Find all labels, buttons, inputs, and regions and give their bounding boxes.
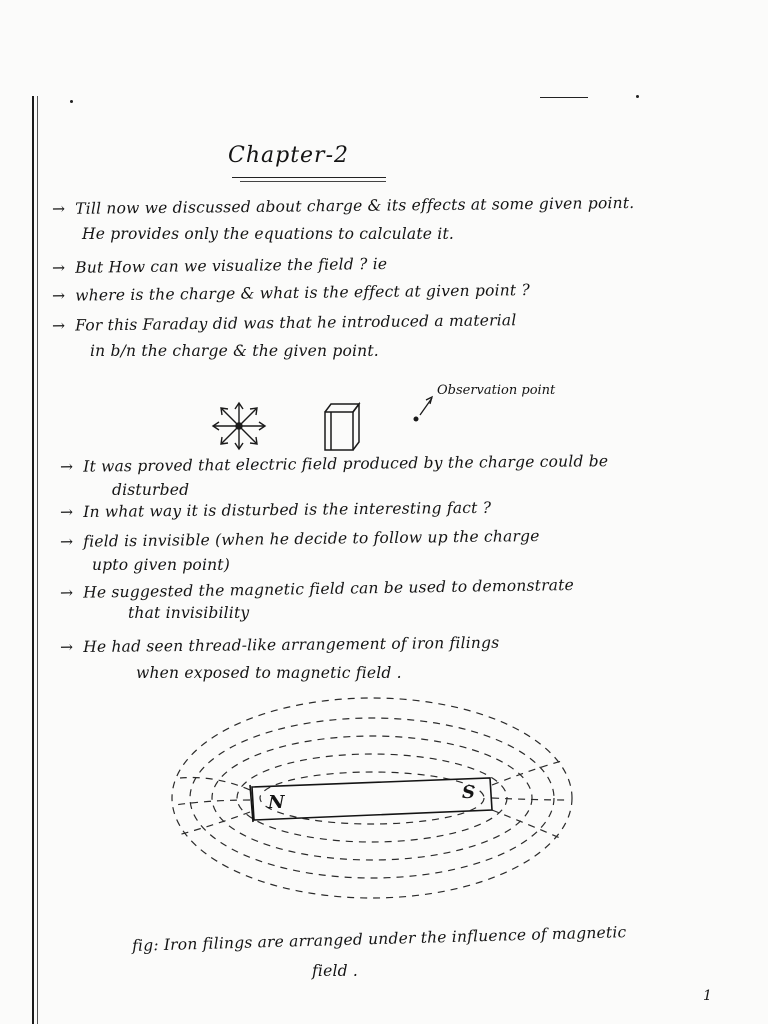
note-line: in b/n the charge & the given point. bbox=[90, 342, 379, 360]
chapter-title: Chapter-2 bbox=[228, 143, 350, 168]
iron-filings-field-lines bbox=[172, 698, 572, 898]
bullet-arrow-icon: → bbox=[51, 258, 66, 278]
note-line: upto given point) bbox=[92, 556, 230, 574]
bullet-arrow-icon: → bbox=[51, 286, 66, 305]
bullet-arrow-icon: → bbox=[59, 638, 74, 657]
note-line: → For this Faraday did was that he introduced a material bbox=[51, 311, 517, 335]
figure-caption-continued: field . bbox=[312, 962, 359, 980]
note-line: that invisibility bbox=[128, 604, 250, 622]
note-line: → where is the charge & what is the effect at given point ? bbox=[51, 281, 531, 305]
bullet-arrow-icon: → bbox=[59, 503, 74, 522]
observation-arrow-icon bbox=[420, 397, 432, 415]
note-line: → It was proved that electric field produced by the charge could be bbox=[59, 452, 609, 476]
charge-field-icon bbox=[213, 403, 265, 449]
note-line: → field is invisible (when he decide to follow up the charge bbox=[59, 527, 540, 551]
note-line: He provides only the equations to calculate it. bbox=[82, 225, 455, 243]
page-number: 1 bbox=[703, 988, 712, 1004]
bullet-arrow-icon: → bbox=[59, 583, 74, 603]
bullet-arrow-icon: → bbox=[51, 316, 66, 335]
note-line: when exposed to magnetic field . bbox=[136, 664, 402, 682]
note-line: → Till now we discussed about charge & its effects at some given point. bbox=[51, 193, 635, 219]
bullet-arrow-icon: → bbox=[59, 532, 74, 551]
figure-caption: fig: Iron filings are arranged under the influence of magnetic bbox=[131, 923, 627, 955]
observation-point-dot bbox=[414, 417, 419, 422]
note-line: → But How can we visualize the field ? ie bbox=[51, 254, 388, 278]
bar-magnet bbox=[250, 778, 492, 822]
note-line: → He had seen thread-like arrangement of iron filings bbox=[59, 633, 500, 657]
note-line: → In what way it is disturbed is the interesting fact ? bbox=[59, 498, 492, 522]
bullet-arrow-icon: → bbox=[59, 457, 74, 476]
bullet-arrow-icon: → bbox=[51, 199, 66, 219]
material-slab-icon bbox=[325, 404, 359, 450]
note-line: disturbed bbox=[112, 481, 190, 499]
observation-point-label: Observation point bbox=[437, 383, 556, 398]
north-pole-label: N bbox=[268, 792, 285, 813]
south-pole-label: S bbox=[462, 782, 475, 803]
note-line: → He suggested the magnetic field can be used to demonstrate bbox=[59, 575, 575, 603]
